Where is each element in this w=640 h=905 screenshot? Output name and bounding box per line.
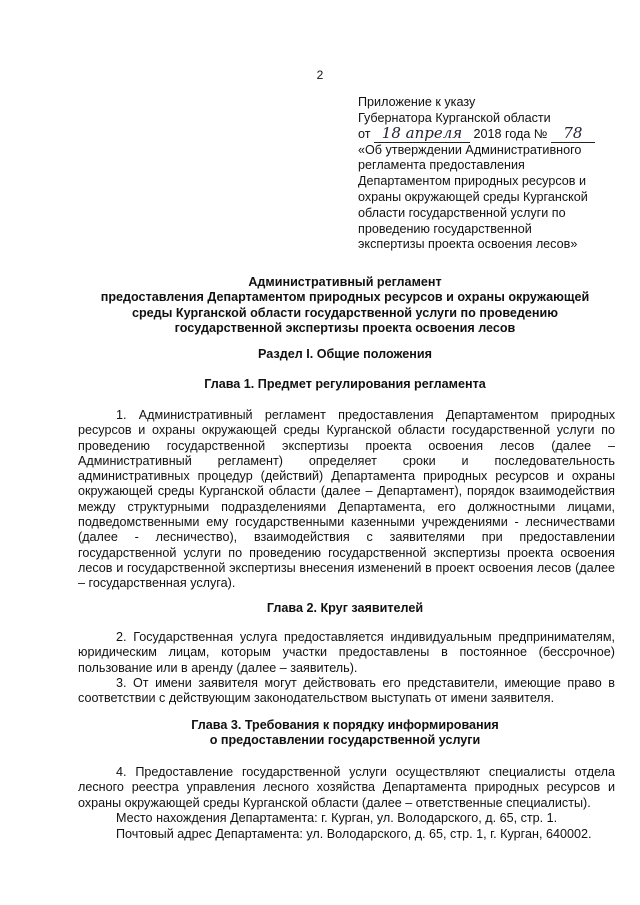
- paragraph-1-text: 1. Административный регламент предоставления Департаментом природных ресурсов и охраны окружающей среды Курганской области государственной услуги по проведению государственной экспертизы проекта освоения лесов (далее – Административный регламент) определяет сроки и последовательность административных процедур (действий) Департамента природных ресурсов и охраны окружающей среды Курганской области (далее – Департамент), порядок взаимодействия между структурными подразделениями Департамента, его должностными лицами, подведомственными ему государственными казенными учреждениями - лесничествами (далее - лесничество), взаимодействия с заявителями при предоставлении государственной услуги по проведению государственной экспертизы проекта освоения лесов и государственной экспертизы внесения изменений в проект освоения лесов (далее – государственная услуга).: [78, 408, 615, 591]
- appendix-year-label: 2018 года №: [473, 126, 548, 141]
- handwritten-number: 78: [551, 127, 595, 143]
- paragraph-2: [78, 630, 615, 676]
- title-line: Административный регламент: [248, 275, 442, 289]
- chapter-3-heading-line: Глава 3. Требования к порядку информирования: [191, 718, 499, 732]
- title-line: среды Курганской области государственной услуги по проведению: [131, 305, 559, 320]
- paragraph-1: [78, 408, 615, 592]
- page-number: 2: [316, 68, 324, 82]
- appendix-line: экспертизы проекта освоения лесов»: [358, 237, 578, 252]
- paragraph-3: [78, 676, 615, 707]
- paragraph-4-text: 4. Предоставление государственной услуги осуществляют специалисты отдела лесного реестра управления лесного хозяйства Департамента природных ресурсов и охраны окружающей среды Курганской области (далее – ответственные специалисты).: [78, 765, 615, 810]
- section-heading: Раздел I. Общие положения: [258, 347, 432, 361]
- chapter-3-heading: [70, 718, 620, 749]
- chapter-3-heading-line: о предоставлении государственной услуги: [209, 733, 481, 748]
- appendix-line: «Об утверждении Административного: [358, 142, 582, 157]
- appendix-line: Департаментом природных ресурсов и: [358, 174, 586, 189]
- appendix-line: области государственной услуги по: [358, 205, 566, 220]
- chapter-1-heading: Глава 1. Предмет регулирования регламента: [204, 377, 486, 391]
- appendix-from-label: от: [358, 126, 371, 141]
- appendix-line: проведению государственной: [358, 221, 532, 236]
- appendix-line: Приложение к указу: [358, 95, 476, 109]
- paragraph-3-text: 3. От имени заявителя могут действовать его представители, имеющие право в соответствии с действующим законодательством выступать от имени заявителя.: [78, 676, 615, 706]
- appendix-line: регламента предоставления: [358, 158, 525, 173]
- department-location: Место нахождения Департамента: г. Курган, ул. Володарского, д. 65, стр. 1.: [116, 811, 558, 825]
- handwritten-date: 18 апреля: [374, 127, 470, 143]
- appendix-date-line: [358, 123, 623, 143]
- appendix-line: охраны окружающей среды Курганской: [358, 189, 588, 204]
- title-line: государственной экспертизы проекта освоения лесов: [174, 320, 516, 335]
- document-title: [70, 275, 620, 336]
- title-line: предоставления Департаментом природных ресурсов и охраны окружающей: [100, 290, 590, 305]
- paragraph-2-text: 2. Государственная услуга предоставляется индивидуальным предпринимателям, юридическим лицам, которым участки предоставлены в постоянное (бессрочное) пользование или в аренду (далее – заявитель).: [78, 630, 615, 675]
- appendix-line: Губернатора Курганской области: [358, 110, 551, 125]
- paragraph-4: [78, 765, 615, 811]
- department-postal-address: Почтовый адрес Департамента: ул. Володарского, д. 65, стр. 1, г. Курган, 640002.: [116, 827, 592, 841]
- appendix-block: [358, 95, 623, 253]
- chapter-2-heading: Глава 2. Круг заявителей: [266, 601, 424, 615]
